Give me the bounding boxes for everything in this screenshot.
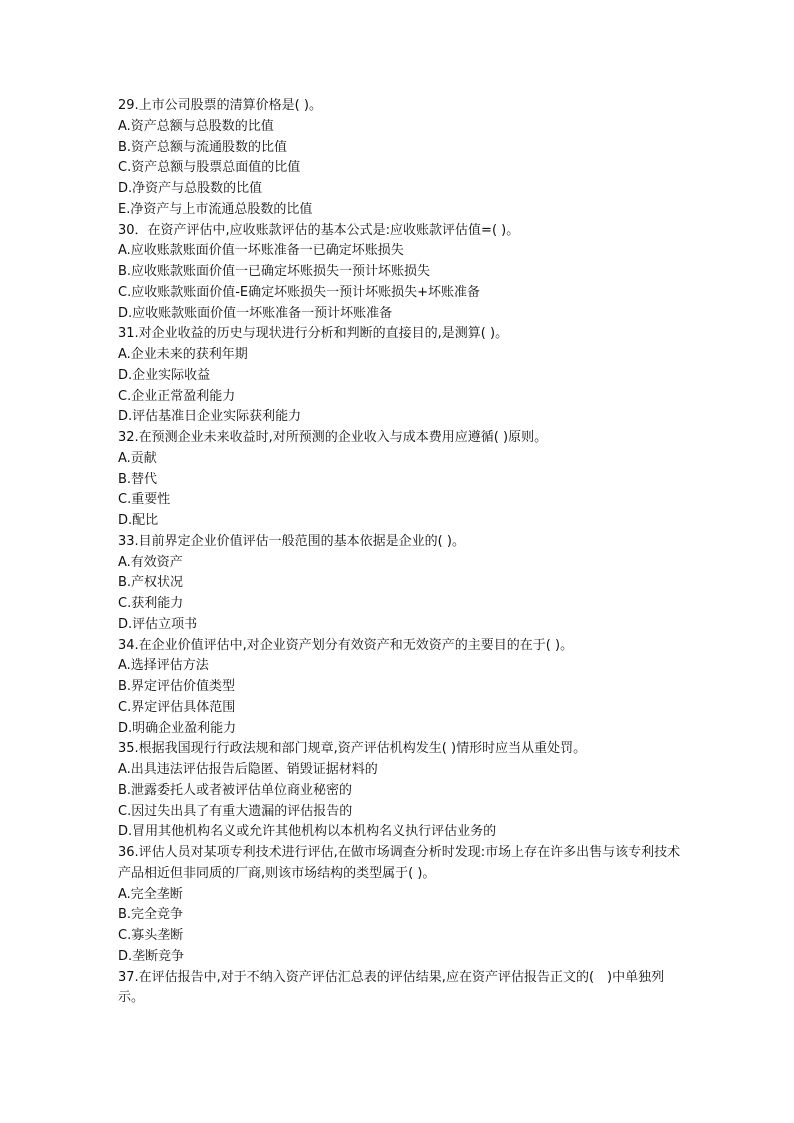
- option-item: B.应收账款账面价值一已确定坏账损失一预计坏账损失: [118, 264, 431, 279]
- option-item: B.产权状况: [118, 575, 184, 591]
- question-stem: 31.对企业收益的历史与现状进行分析和判断的直接目的,是测算( )。: [118, 326, 509, 342]
- option-item: D.垄断竞争: [118, 948, 185, 964]
- question-37: [118, 968, 688, 1010]
- question-33: [118, 532, 688, 636]
- question-stem: 30．在资产评估中,应收账款评估的基本公式是:应收账款评估值=( )。: [118, 222, 520, 238]
- question-34: [118, 636, 688, 740]
- option-item: C.重要性: [118, 492, 171, 508]
- question-stem: 36.评估人员对某项专利技术进行评估,在做市场调查分析时发现:市场上存在许多出售与该专利技术产品相近但非同质的厂商,则该市场结构的类型属于( )。: [118, 845, 681, 881]
- option-item: B.界定评估价值类型: [118, 679, 236, 694]
- question-35: [118, 739, 688, 843]
- option-item: C.寡头垄断: [118, 928, 184, 943]
- question-stem: 37.在评估报告中,对于不纳入资产评估汇总表的评估结果,应在资产评估报告正文的( )中单独列示。: [118, 969, 665, 1006]
- option-item: A.应收账款账面价值一坏账准备一已确定坏账损失: [118, 243, 404, 259]
- option-item: E.净资产与上市流通总股数的比值: [118, 201, 313, 217]
- option-item: B.替代: [118, 471, 158, 487]
- option-item: C.因过失出具了有重大遗漏的评估报告的: [118, 803, 353, 819]
- option-item: D.净资产与总股数的比值: [118, 181, 263, 196]
- option-item: D.配比: [118, 513, 159, 528]
- question-32: [118, 428, 688, 532]
- question-30: [118, 221, 688, 325]
- option-item: B.资产总额与流通股数的比值: [118, 139, 288, 155]
- option-item: A.出具违法评估报告后隐匿、销毁证据材料的: [118, 762, 378, 777]
- option-item: C.资产总额与股票总面值的比值: [118, 160, 301, 176]
- option-item: A.完全垄断: [118, 886, 183, 902]
- option-item: C.获利能力: [118, 596, 184, 611]
- question-stem: 33.目前界定企业价值评估一般范围的基本依据是企业的( )。: [118, 533, 465, 549]
- option-item: D.评估立项书: [118, 616, 198, 632]
- option-item: D.明确企业盈利能力: [118, 720, 237, 736]
- option-item: D.冒用其他机构名义或允许其他机构以本机构名义执行评估业务的: [118, 824, 497, 840]
- option-item: A.有效资产: [118, 554, 183, 570]
- question-36: [118, 843, 688, 968]
- option-item: C.应收账款账面价值-E确定坏账损失一预计坏账损失+坏账准备: [118, 284, 481, 300]
- question-29: [118, 96, 688, 221]
- option-item: D.企业实际收益: [118, 367, 211, 383]
- option-item: B.完全竞争: [118, 907, 184, 923]
- option-item: A.资产总额与总股数的比值: [118, 118, 274, 134]
- question-list: [118, 96, 688, 1009]
- option-item: A.贡献: [118, 450, 157, 466]
- question-stem: 29.上市公司股票的清算价格是( )。: [118, 98, 322, 113]
- option-item: A.企业未来的获利年期: [118, 347, 248, 362]
- option-item: C.界定评估具体范围: [118, 699, 236, 715]
- option-item: D.应收账款账面价值一坏账准备一预计坏账准备: [118, 305, 393, 321]
- option-item: D.评估基准日企业实际获利能力: [118, 409, 302, 425]
- question-stem: 35.根据我国现行行政法规和部门规章,资产评估机构发生( )情形时应当从重处罚。: [118, 741, 587, 757]
- option-item: C.企业正常盈利能力: [118, 388, 236, 404]
- option-item: B.泄露委托人或者被评估单位商业秘密的: [118, 782, 353, 798]
- question-31: [118, 324, 688, 428]
- option-item: A.选择评估方法: [118, 658, 209, 674]
- question-stem: 34.在企业价值评估中,对企业资产划分有效资产和无效资产的主要目的在于( )。: [118, 637, 574, 653]
- question-stem: 32.在预测企业未来收益时,对所预测的企业收入与成本费用应遵循( )原则。: [118, 430, 548, 445]
